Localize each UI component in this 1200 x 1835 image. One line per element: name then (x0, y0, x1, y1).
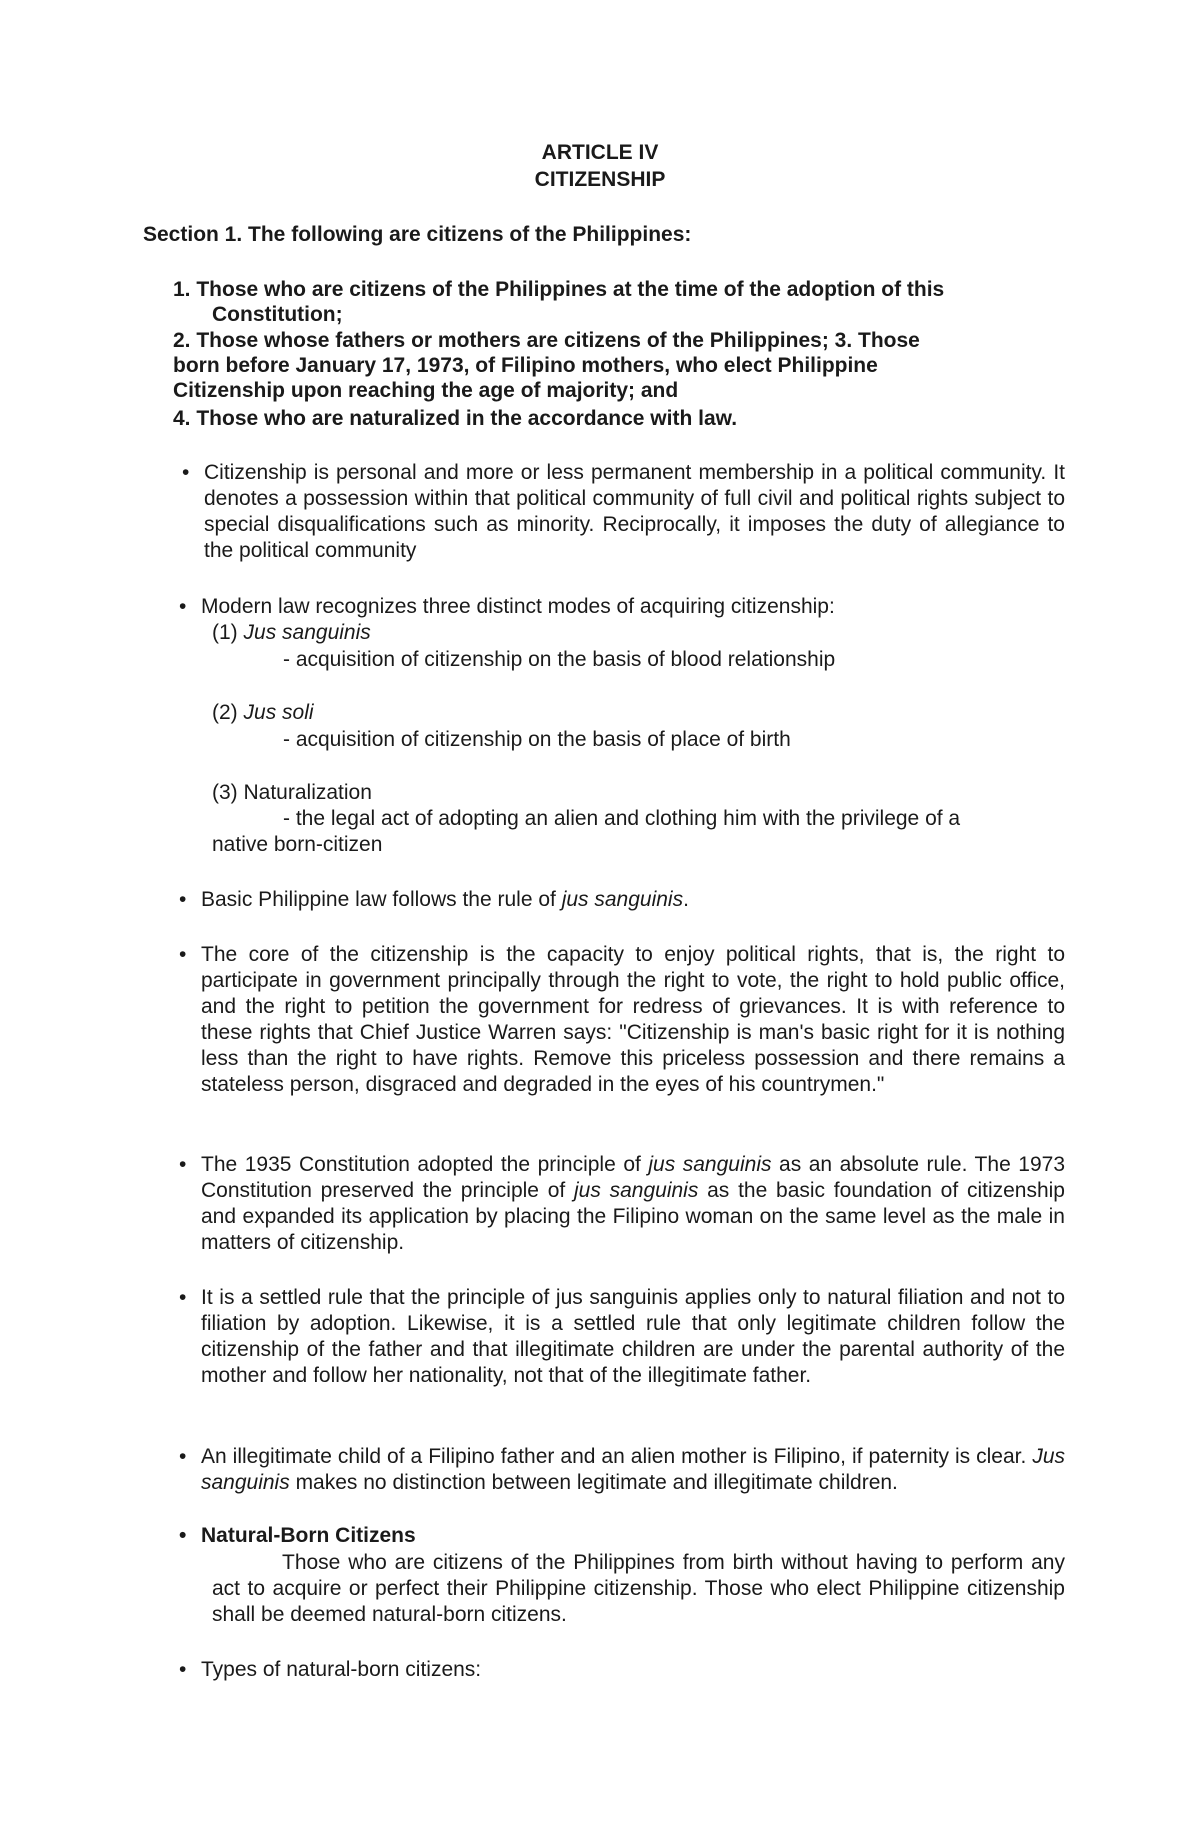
mode-1-term: Jus sanguinis (243, 621, 371, 644)
item-2-line-1: 2. Those whose fathers or mothers are citizens of the Philippines; 3. Those (173, 329, 920, 352)
mode-3-definition-line-1: - the legal act of adopting an alien and clothing him with the privilege of a (283, 807, 961, 830)
bullet-types-of-natural-born: • Types of natural-born citizens: (201, 1657, 1065, 1683)
bullet-illegitimate-child: • An illegitimate child of a Filipino father and an alien mother is Filipino, if paternity is clear. Jus sanguinis makes no distinction between legitimate and illegitimate children. (201, 1444, 1065, 1496)
mode-3-definition-line-2: native born-citizen (212, 833, 383, 856)
bullet-settled-rule: • It is a settled rule that the principle of jus sanguinis applies only to natural filiation and not to filiation by adoption. Likewise, it is a settled rule that only legitimate children follow the citizenship of the father and that illegitimate children are under the parental authority of the mother and follow her nationality, not that of the illegitimate father. (201, 1285, 1065, 1389)
mode-2-title: (2) Jus soli (212, 701, 314, 724)
natural-born-definition: Those who are citizens of the Philippines from birth without having to perform any act to acquire or perfect their Philippine citizenship. Those who elect Philippine citizenship shall be deemed natural-born citizens. (212, 1551, 1065, 1626)
item-2-line-3: Citizenship upon reaching the age of majority; and (173, 379, 679, 402)
mode-1-title: (1) Jus sanguinis (212, 621, 371, 644)
article-subject: CITIZENSHIP (534, 168, 666, 191)
item-4: 4. Those who are naturalized in the accordance with law. (173, 407, 738, 430)
item-1-line-2: Constitution; (212, 303, 343, 326)
bullet-core-of-citizenship: • The core of the citizenship is the capacity to enjoy political rights, that is, the right to participate in government principally through the right to vote, the right to hold public office, and the right to petition the government for redress of grievances. It is with reference to these rights that Chief Justice Warren says: "Citizenship is man's basic right for it is nothing less than the right to have rights. Remove this priceless possession and there remains a stateless person, disgraced and degraded in the eyes of his countrymen." (201, 942, 1065, 1098)
bullet-citizenship-definition: • Citizenship is personal and more or less permanent membership in a political community. It denotes a possession within that political community of full civil and political rights subject to special disqualifications such as minority. Reciprocally, it imposes the duty of allegiance to the political community (204, 460, 1065, 564)
mode-1-definition: - acquisition of citizenship on the basis of blood relationship (283, 648, 836, 671)
bullet-1935-1973-constitution: • The 1935 Constitution adopted the principle of jus sanguinis as an absolute rule. The 1973 Constitution preserved the principle of jus sanguinis as the basic foundation of citizenship and expanded its application by placing the Filipino woman on the same level as the male in matters of citizenship. (201, 1152, 1065, 1256)
mode-3-title: (3) Naturalization (212, 781, 372, 804)
mode-2-definition: - acquisition of citizenship on the basis of place of birth (283, 728, 791, 751)
bullet-basic-law: • Basic Philippine law follows the rule of jus sanguinis. (201, 887, 1071, 913)
article-heading: ARTICLE IV (541, 141, 659, 164)
item-1-line-1: 1. Those who are citizens of the Philippines at the time of the adoption of this (173, 278, 945, 301)
section-1-heading: Section 1. The following are citizens of the Philippines: (143, 223, 692, 246)
mode-2-term: Jus soli (243, 701, 314, 724)
bullet-natural-born-heading: • Natural-Born Citizens (201, 1523, 1065, 1549)
item-2-line-2: born before January 17, 1973, of Filipino mothers, who elect Philippine (173, 354, 878, 377)
bullet-modes-of-citizenship: • Modern law recognizes three distinct modes of acquiring citizenship: (201, 594, 1071, 620)
